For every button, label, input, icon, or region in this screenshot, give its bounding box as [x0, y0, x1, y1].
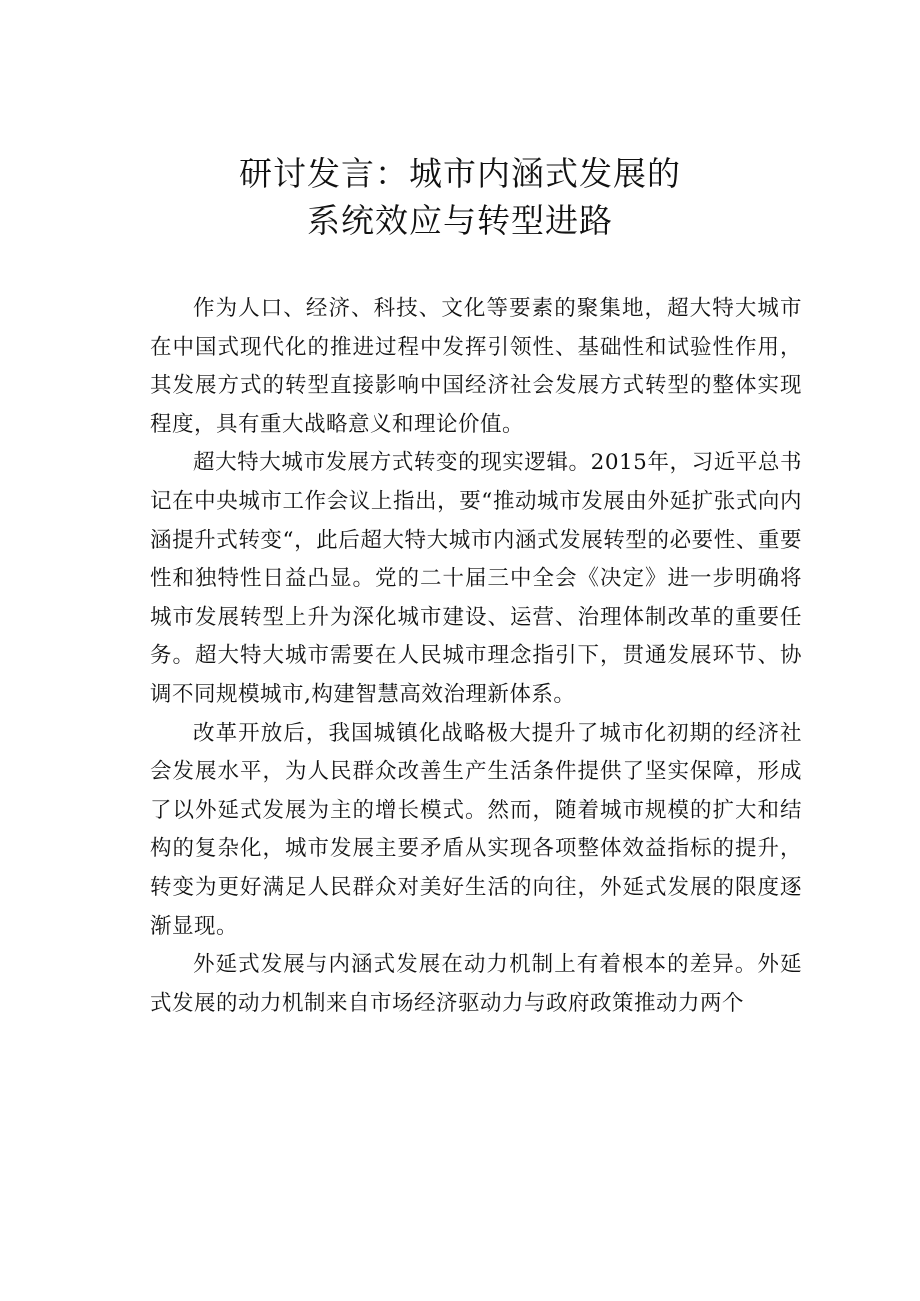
document-title — [0, 150, 920, 244]
document-body — [150, 290, 802, 1023]
paragraph-3: 改革开放后，我国城镇化战略极大提升了城市化初期的经济社会发展水平，为人民群众改善生产生活条件提供了坚实保障，形成了以外延式发展为主的增长模式。然而，随着城市规模的扩大和结构的复杂化，城市发展主要矛盾从实现各项整体效益指标的提升，转变为更好满足人民群众对美好生活的向往，外延式发展的限度逐渐显现。 — [150, 720, 802, 939]
paragraph-1: 作为人口、经济、科技、文化等要素的聚集地，超大特大城市在中国式现代化的推进过程中发挥引领性、基础性和试验性作用，其发展方式的转型直接影响中国经济社会发展方式转型的整体实现程度，具有重大战略意义和理论价值。 — [150, 296, 802, 437]
paragraph-4: 外延式发展与内涵式发展在动力机制上有着根本的差异。外延式发展的动力机制来自市场经济驱动力与政府政策推动力两个 — [150, 952, 802, 1016]
title-line-1: 研讨发言：城市内涵式发展的 — [239, 154, 681, 193]
paragraph-2: 超大特大城市发展方式转变的现实逻辑。2015年，习近平总书记在中央城市工作会议上指出，要“推动城市发展由外延扩张式向内涵提升式转变“，此后超大特大城市内涵式发展转型的必要性、重要性和独特性日益凸显。党的二十届三中全会《决定》进一步明确将城市发展转型上升为深化城市建设、运营、治理体制改革的重要任务。超大特大城市需要在人民城市理念指引下，贯通发展环节、协调不同规模城市,构建智慧高效治理新体系。 — [150, 450, 802, 707]
title-line-2: 系统效应与转型进路 — [307, 201, 613, 240]
